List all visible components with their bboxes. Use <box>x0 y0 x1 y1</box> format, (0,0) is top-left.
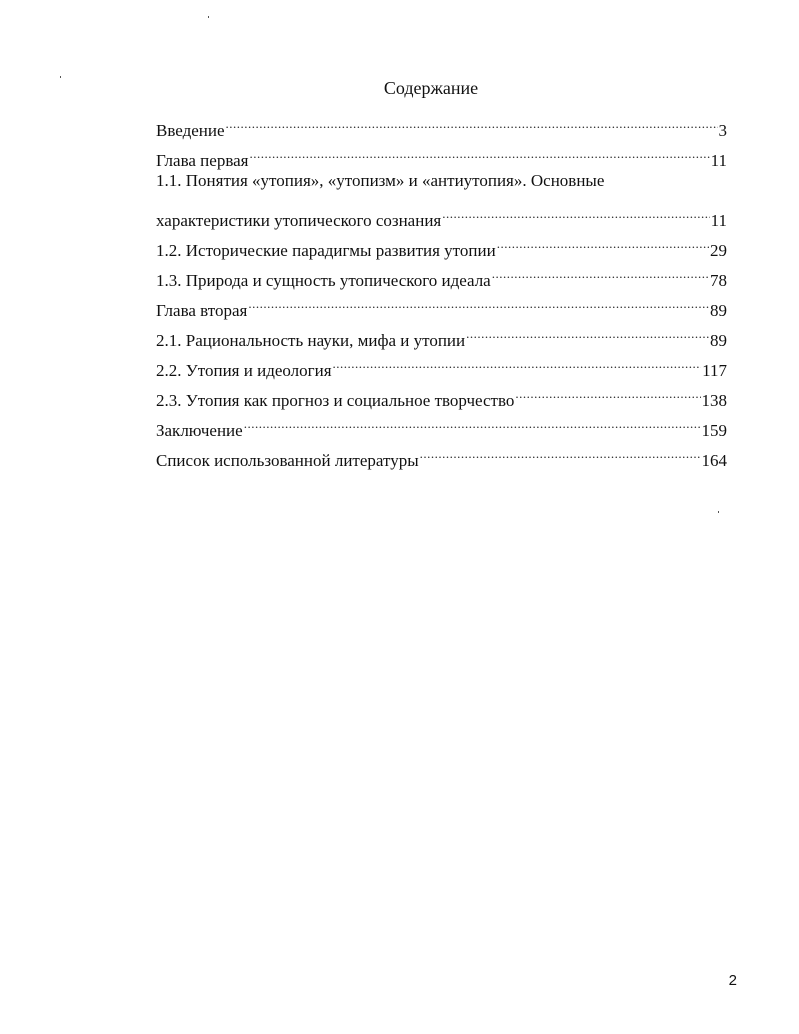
toc-entry-section-1-1-line2 <box>156 196 727 230</box>
dot-leader <box>333 346 702 376</box>
page-number: 2 <box>728 972 737 989</box>
toc-entry-page: 159 <box>701 421 727 440</box>
toc-entry-introduction <box>156 106 727 140</box>
dot-leader <box>497 226 709 256</box>
toc-entry-label: 1.3. Природа и сущность утопического идеала <box>156 271 491 290</box>
toc-entry-label: Глава вторая <box>156 301 248 320</box>
toc-entry-label: Введение <box>156 121 225 140</box>
toc-entry-page: 138 <box>701 391 727 410</box>
dot-leader <box>492 256 709 286</box>
toc-entry-label: Заключение <box>156 421 243 440</box>
toc-entry-page: 164 <box>701 451 727 470</box>
toc-entry-label: 1.1. Понятия «утопия», «утопизм» и «антиутопия». Основные <box>156 171 605 190</box>
toc-entry-page: 78 <box>710 271 727 290</box>
toc-entry-label: 2.2. Утопия и идеология <box>156 361 332 380</box>
toc-entry-page: 89 <box>710 301 727 320</box>
dot-leader <box>250 136 710 166</box>
toc-entry-chapter-one <box>156 136 727 170</box>
dot-leader <box>515 376 700 406</box>
toc-entry-label: 2.1. Рациональность науки, мифа и утопии <box>156 331 466 350</box>
dot-leader <box>244 406 701 436</box>
dot-leader <box>420 436 701 466</box>
toc-entry-label: 2.3. Утопия как прогноз и социальное творчество <box>156 391 515 410</box>
scan-speck <box>718 511 719 513</box>
toc-entry-page: 11 <box>710 151 727 170</box>
toc-entry-page: 11 <box>710 211 727 230</box>
toc-entry-section-1-1-line1 <box>156 166 727 196</box>
toc-entry-label: 1.2. Исторические парадигмы развития утопии <box>156 241 496 260</box>
dot-leader <box>442 196 709 226</box>
toc-entry-label: Список использованной литературы <box>156 451 419 470</box>
scan-speck <box>208 16 209 18</box>
dot-leader <box>248 286 709 316</box>
toc-entry-page: 3 <box>718 121 727 140</box>
toc-entry-page: 29 <box>710 241 727 260</box>
dot-leader <box>466 316 709 346</box>
toc-entry-page: 117 <box>702 361 727 380</box>
dot-leader <box>226 106 718 136</box>
toc-title: Содержание <box>383 78 479 98</box>
table-of-contents <box>156 106 727 470</box>
toc-entry-page: 89 <box>710 331 727 350</box>
toc-entry-label: характеристики утопического сознания <box>156 211 442 230</box>
toc-entry-label: Глава первая <box>156 151 249 170</box>
